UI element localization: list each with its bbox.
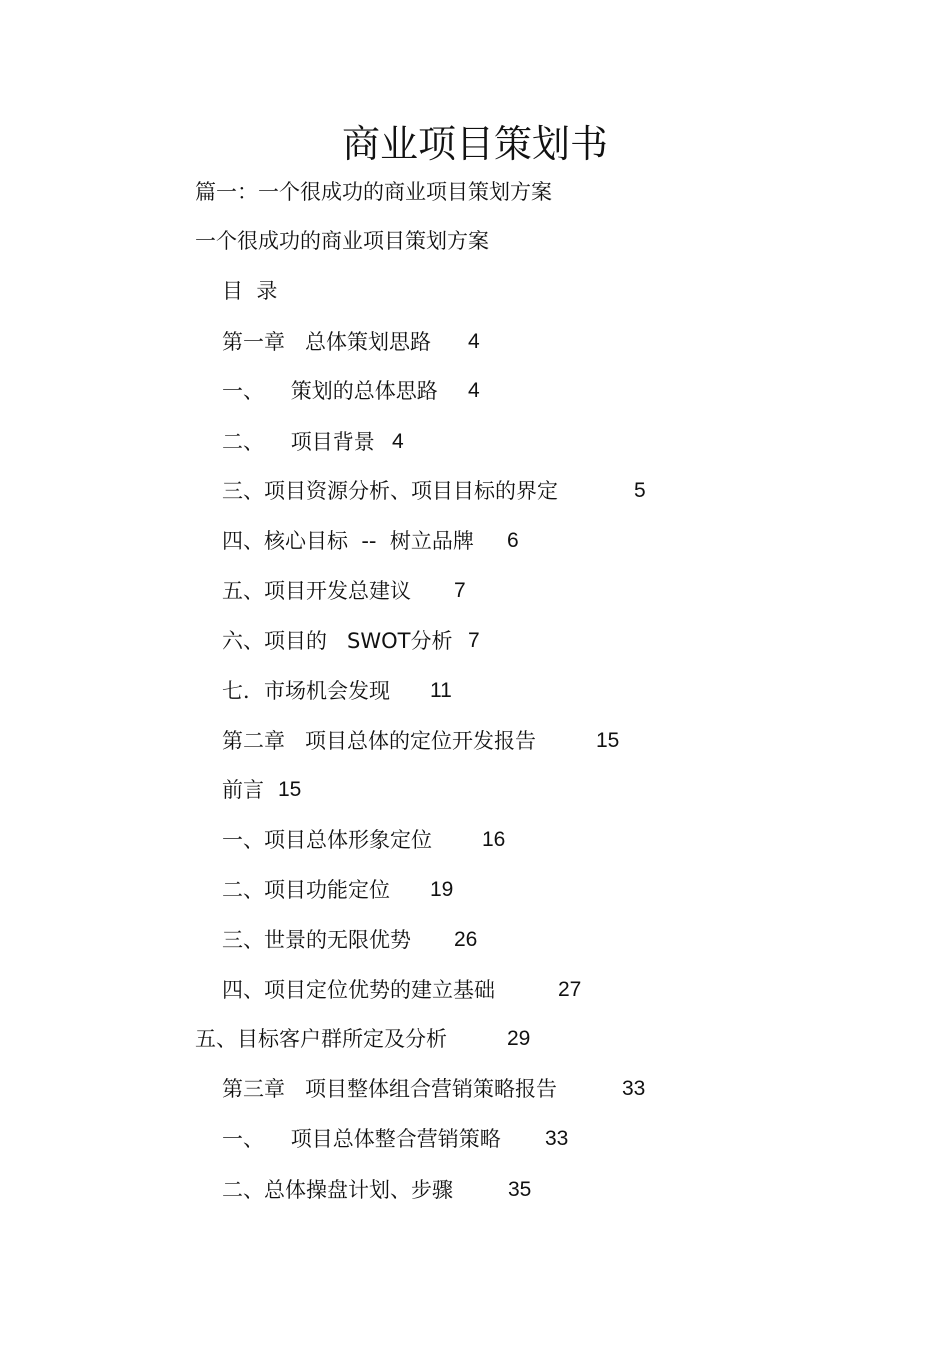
toc-entry-text: 五、目标客户群所定及分析 bbox=[195, 1027, 447, 1051]
toc-entry-text: 一、项目总体形象定位 bbox=[222, 828, 432, 852]
toc-entry bbox=[222, 427, 404, 457]
toc-entry-text: 四、核心目标 -- 树立品牌 bbox=[222, 529, 474, 553]
toc-entry-text: 一、 项目总体整合营销策略 bbox=[222, 1127, 501, 1151]
toc-entry bbox=[222, 376, 480, 406]
toc-entry-page: 5 bbox=[634, 479, 646, 502]
document-subtitle: 篇一：一个很成功的商业项目策划方案 bbox=[195, 180, 552, 204]
toc-entry bbox=[222, 925, 478, 955]
toc-entry bbox=[222, 476, 646, 506]
toc-entry-text: 四、项目定位优势的建立基础 bbox=[222, 978, 495, 1002]
toc-entry bbox=[222, 1175, 532, 1205]
toc-label: 目 录 bbox=[222, 279, 278, 303]
toc-entry bbox=[222, 975, 582, 1005]
toc-entry-page: 27 bbox=[558, 978, 582, 1001]
document-title: 商业项目策划书 bbox=[341, 122, 608, 166]
toc-entry-page: 7 bbox=[468, 629, 480, 652]
toc-entry-page: 4 bbox=[468, 330, 480, 353]
toc-entry-text: 二、项目功能定位 bbox=[222, 878, 390, 902]
toc-entry bbox=[222, 726, 620, 756]
toc-entry bbox=[222, 576, 466, 606]
toc-entry bbox=[222, 626, 480, 656]
toc-entry bbox=[222, 875, 454, 905]
toc-entry bbox=[222, 1074, 646, 1104]
toc-entry-page: 19 bbox=[430, 878, 454, 901]
toc-entry-page: 4 bbox=[392, 430, 404, 453]
toc-entry-text: 第三章 项目整体组合营销策略报告 bbox=[222, 1077, 558, 1101]
toc-entry-page: 26 bbox=[454, 928, 478, 951]
toc-entry-page: 6 bbox=[507, 529, 519, 552]
toc-entry-page: 33 bbox=[545, 1127, 569, 1150]
toc-entry-text: 一、 策划的总体思路 bbox=[222, 379, 438, 403]
toc-entry-page: 35 bbox=[508, 1178, 532, 1201]
toc-entry-page: 29 bbox=[507, 1027, 531, 1050]
toc-entry-page: 11 bbox=[430, 679, 452, 702]
toc-entry-page: 15 bbox=[278, 778, 302, 801]
document-heading: 一个很成功的商业项目策划方案 bbox=[195, 229, 489, 253]
toc-entry-text: 第二章 项目总体的定位开发报告 bbox=[222, 729, 537, 753]
toc-entry bbox=[222, 775, 302, 805]
toc-entry-text: 七．市场机会发现 bbox=[222, 679, 390, 703]
toc-entry-text: 五、项目开发总建议 bbox=[222, 579, 411, 603]
toc-entry bbox=[222, 526, 519, 556]
toc-entry-text: 二、总体操盘计划、步骤 bbox=[222, 1178, 453, 1202]
toc-entry bbox=[195, 1024, 531, 1054]
toc-entry-page: 7 bbox=[454, 579, 466, 602]
toc-entry-page: 15 bbox=[596, 729, 620, 752]
toc-entry bbox=[222, 1124, 569, 1154]
toc-entry-text: 第一章 总体策划思路 bbox=[222, 330, 432, 354]
toc-entry bbox=[222, 676, 452, 706]
toc-entry-text: 二、 项目背景 bbox=[222, 430, 375, 454]
toc-entry-text: 三、项目资源分析、项目目标的界定 bbox=[222, 479, 558, 503]
toc-entry-page: 16 bbox=[482, 828, 506, 851]
toc-entry-page: 4 bbox=[468, 379, 480, 402]
toc-entry bbox=[222, 825, 506, 855]
toc-entry-page: 33 bbox=[622, 1077, 646, 1100]
toc-entry-text: 前言 bbox=[222, 778, 264, 802]
toc-entry-text: 三、世景的无限优势 bbox=[222, 928, 411, 952]
toc-entry bbox=[222, 327, 480, 357]
toc-entry-text: 六、项目的 SWOT分析 bbox=[222, 629, 453, 653]
